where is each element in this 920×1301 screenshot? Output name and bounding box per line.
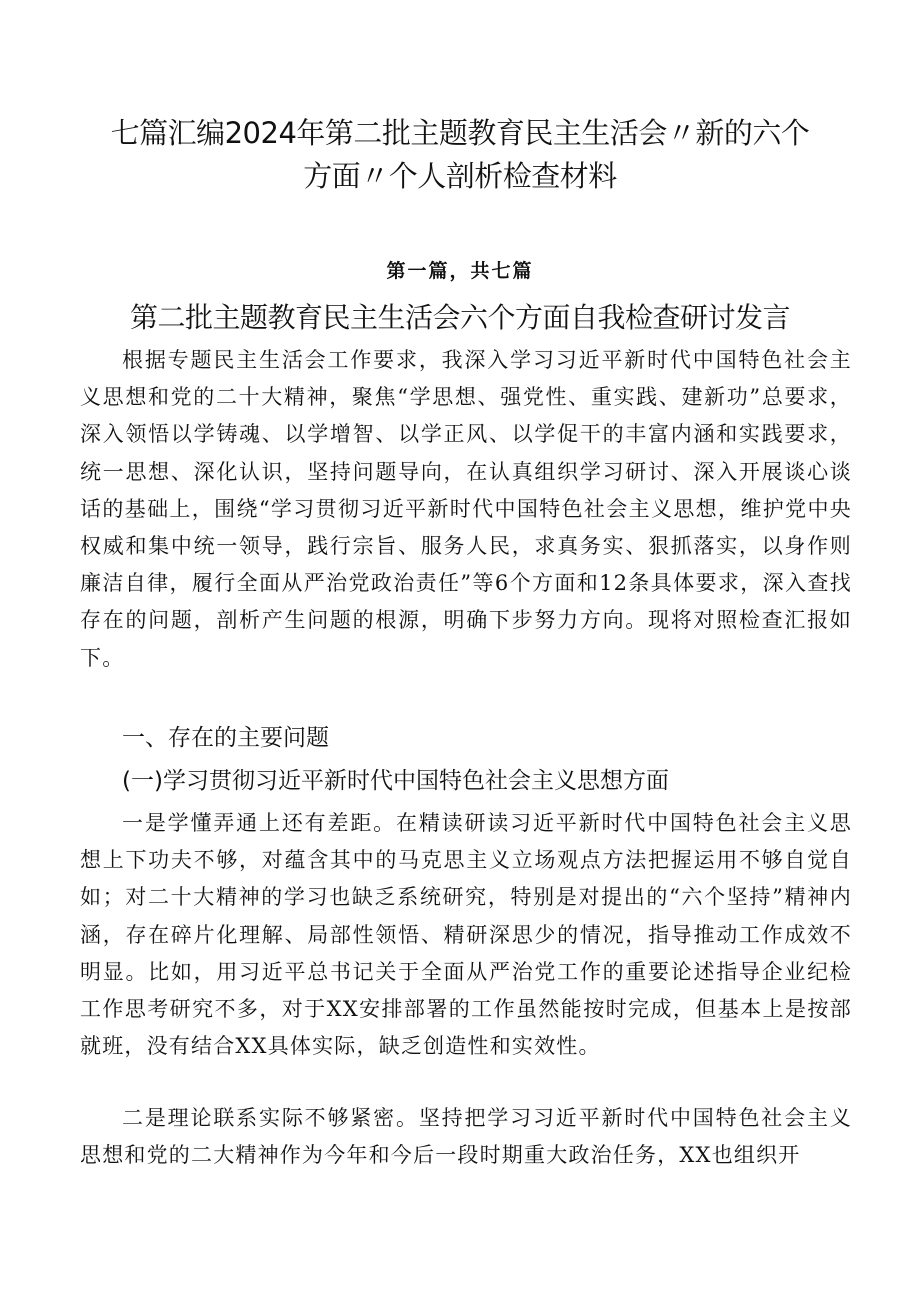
- intro-paragraph: 根据专题民主生活会工作要求，我深入学习习近平新时代中国特色社会主义思想和党的二十大精神，聚焦“学思想、强党性、重实践、建新功”总要求，深入领悟以学铸魂、以学增智、以学正风、以学促干的丰富内涵和实践要求，统一思想、深化认识，坚持问题导向，在认真组织学习研讨、深入开展谈心谈话的基础上，围绕“学习贯彻习近平新时代中国特色社会主义思想，维护党中央权威和集中统一领导，践行宗旨、服务人民，求真务实、狠抓落实，以身作则廉洁自律，履行全面从严治党政治责任”等6个方面和12条具体要求，深入查找存在的问题，剖析产生问题的根源，明确下步努力方向。现将对照检查汇报如下。: [80, 348, 852, 670]
- section-title: 第二批主题教育民主生活会六个方面自我检查研讨发言: [129, 301, 790, 334]
- document-title: 七篇汇编2024年第二批主题教育民主生活会〃新的六个方面〃个人剖析检查材料: [110, 116, 810, 193]
- heading-subsection-1: (一)学习贯彻习近平新时代中国特色社会主义思想方面: [122, 768, 669, 794]
- body-paragraph-2: 二是理论联系实际不够紧密。坚持把学习习近平新时代中国特色社会主义思想和党的二大精神作为今年和今后一段时期重大政治任务，XX也组织开: [80, 1106, 852, 1168]
- part-label: 第一篇，共七篇: [386, 260, 534, 282]
- body-paragraph-1: 一是学懂弄通上还有差距。在精读研读习近平新时代中国特色社会主义思想上下功夫不够，对蕴含其中的马克思主义立场观点方法把握运用不够自觉自如；对二十大精神的学习也缺乏系统研究，特别是对提出的“六个坚持”精神内涵，存在碎片化理解、局部性领悟、精研深思少的情况，指导推动工作成效不明显。比如，用习近平总书记关于全面从严治党工作的重要论述指导企业纪检工作思考研究不多，对于XX安排部署的工作虽然能按时完成，但基本上是按部就班，没有结合XX具体实际，缺乏创造性和实效性。: [80, 811, 852, 1059]
- heading-main-problems: 一、存在的主要问题: [122, 725, 329, 751]
